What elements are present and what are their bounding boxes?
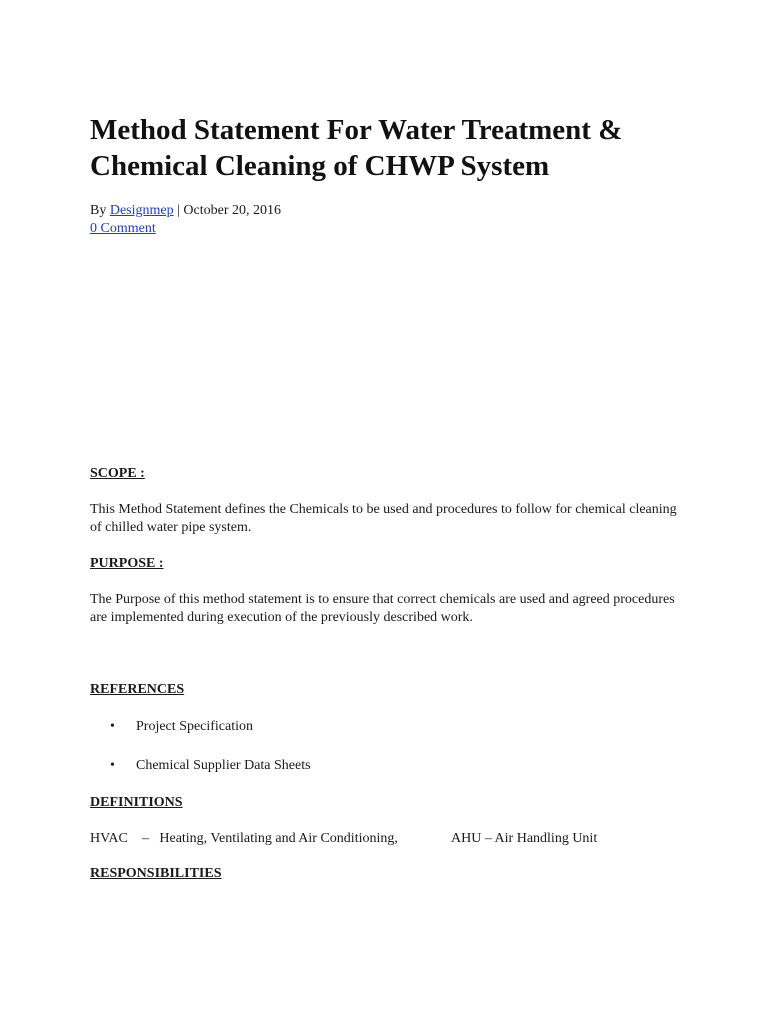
scope-heading: SCOPE : [90, 466, 145, 481]
definition-hvac: HVAC – Heating, Ventilating and Air Conditioning, [90, 831, 398, 846]
list-item-text: Chemical Supplier Data Sheets [136, 758, 311, 773]
purpose-text: The Purpose of this method statement is to ensure that correct chemicals are used and agreed procedures are implemented during execution of the previously described work. [90, 592, 675, 625]
byline-prefix: By [90, 203, 110, 218]
author-link[interactable]: Designmep [109, 203, 174, 218]
purpose-heading: PURPOSE : [90, 556, 164, 571]
list-item-text: Project Specification [136, 719, 254, 734]
bullet-icon: • [110, 719, 115, 734]
comments-link[interactable]: 0 Comment [90, 221, 156, 236]
byline [90, 202, 281, 220]
responsibilities-heading: RESPONSIBILITIES [90, 866, 222, 881]
article-title: Method Statement For Water Treatment & Chemical Cleaning of CHWP System [90, 114, 623, 182]
byline-date: | October 20, 2016 [173, 203, 282, 218]
definitions-heading: DEFINITIONS [90, 795, 183, 810]
comments-row [90, 220, 156, 238]
references-heading: REFERENCES [90, 682, 185, 697]
definition-ahu: AHU – Air Handling Unit [451, 831, 598, 846]
bullet-icon: • [110, 758, 115, 773]
scope-text: This Method Statement defines the Chemicals to be used and procedures to follow for chemical cleaning of chilled water pipe system. [90, 502, 677, 535]
